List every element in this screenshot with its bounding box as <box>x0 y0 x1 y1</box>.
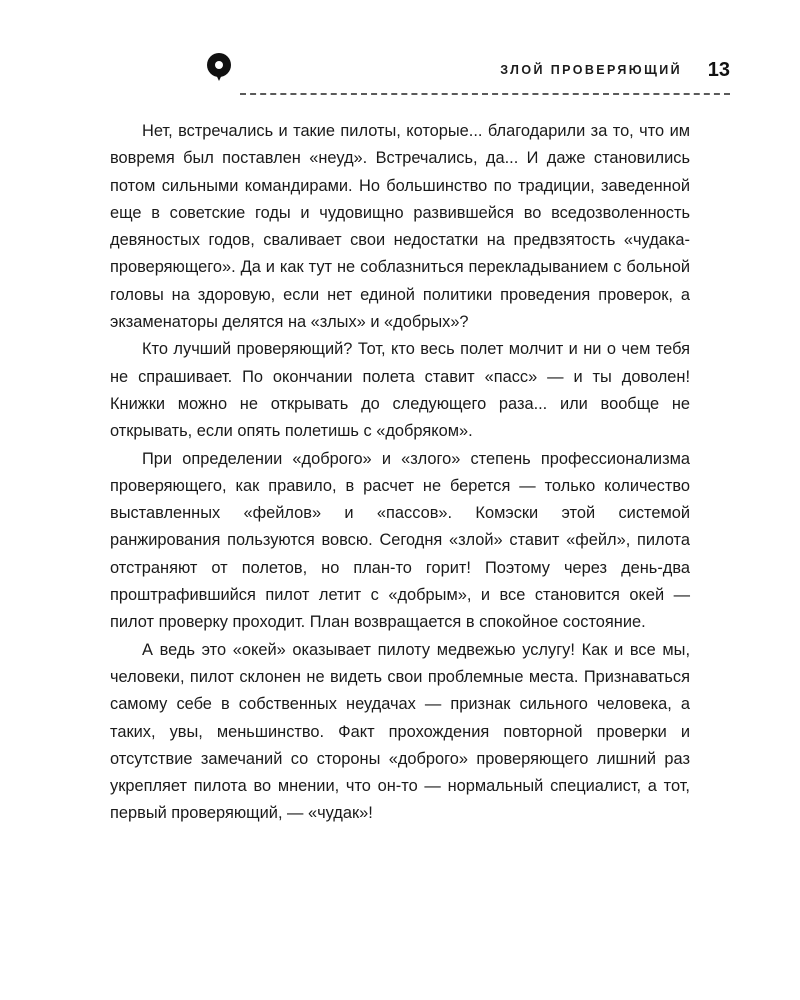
paragraph: Кто лучший проверяющий? Тот, кто весь полет молчит и ни о чем тебя не спрашивает. По окончании полета ставит «пасс» — и ты доволен! Книжки можно не открывать до следующего раза... или вообще не открывать, если опять полетишь с «добряком». <box>110 340 690 441</box>
page-number: 13 <box>707 58 730 81</box>
page-header <box>110 48 730 102</box>
running-title: ЗЛОЙ ПРОВЕРЯЮЩИЙ <box>500 63 682 77</box>
paragraph: При определении «доброго» и «злого» степень профессионализма проверяющего, как правило, в расчет не берется — только количество выставленных «фейлов» и «пассов». Комэски этой системой ранжирования пользуются вовсю. Сегодня «злой» ставит «фейл», пилота отстраняют от полетов, но план-то горит! Поэтому через день-два проштрафившийся пилот летит с «добрым», и все становится окей — пилот проверку проходит. План возвращается в спокойное состояние. <box>110 449 690 632</box>
page-body <box>110 118 690 828</box>
header-row <box>110 48 730 92</box>
header-divider <box>240 93 730 95</box>
paragraph: А ведь это «окей» оказывает пилоту медвежью услугу! Как и все мы, человеки, пилот склонен не видеть свои проблемные места. Признаваться самому себе в собственных неудачах — признак сильного человека, а таких, увы, меньшинство. Факт прохождения повторной проверки и отсутствие замечаний со стороны «доброго» проверяющего лишний раз укрепляет пилота во мнении, что он-то — нормальный специалист, а тот, первый проверяющий, — «чудак»! <box>110 640 690 823</box>
paragraph: Нет, встречались и такие пилоты, которые... благодарили за то, что им вовремя был поставлен «неуд». Встречались, да... И даже становились потом сильными командирами. Но большинство по традиции, заведенной еще в советские годы и чудовищно развившейся во вседозволенность девяностых годов, сваливает свои недостатки на предвзятость «чудака-проверяющего». Да и как тут не соблазниться перекладыванием с больной головы на здоровую, если нет единой политики проведения проверок, а экзаменаторы делятся на «злых» и «добрых»? <box>110 122 690 332</box>
map-pin-icon <box>206 53 232 87</box>
